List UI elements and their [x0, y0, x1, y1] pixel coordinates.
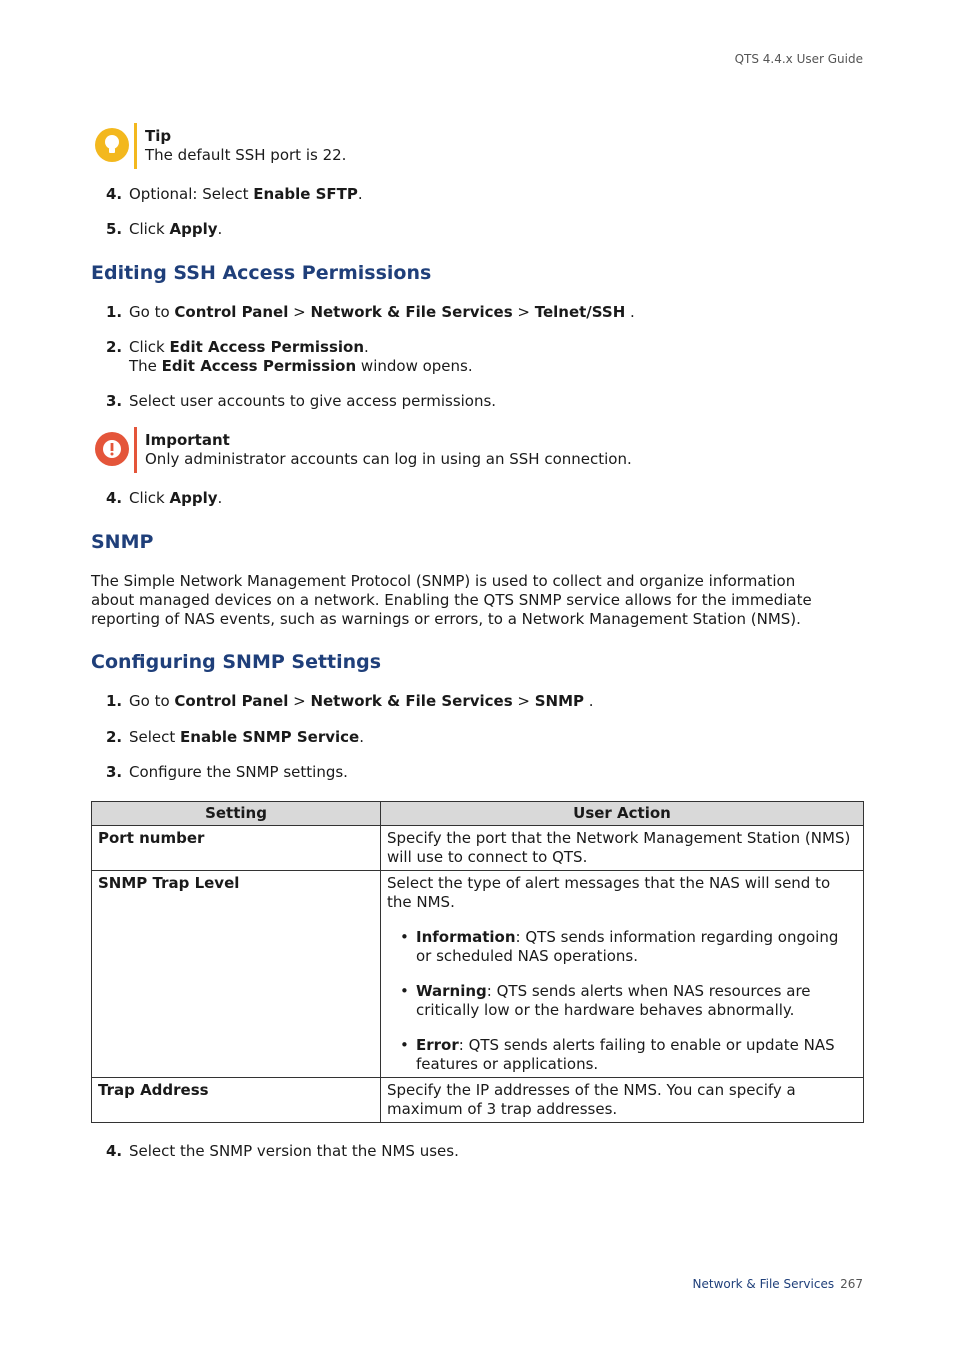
list-item: 4. Click Apply.: [106, 489, 223, 507]
important-bar: [134, 427, 137, 473]
lightbulb-icon: [95, 128, 129, 162]
section-heading-snmp: SNMP: [91, 531, 154, 553]
list-item: 3. Select user accounts to give access permissions.: [106, 392, 497, 410]
list-item: • Warning: QTS sends alerts when NAS resources are critically low or the hardware behaves abnormally.: [400, 982, 811, 1019]
table-header-row: [92, 802, 864, 826]
action-cell: Specify the IP addresses of the NMS. You can specify a maximum of 3 trap addresses.: [381, 1078, 864, 1123]
table-row: [92, 871, 864, 1078]
setting-cell: SNMP Trap Level: [92, 871, 381, 1078]
list-item: 1. Go to Control Panel > Network & File Services > SNMP .: [106, 692, 594, 710]
snmp-settings-table: [91, 801, 864, 1123]
section-heading-config: Configuring SNMP Settings: [91, 651, 382, 673]
list-item: 4. Select the SNMP version that the NMS uses.: [106, 1142, 459, 1160]
important-text: Only administrator accounts can log in using an SSH connection.: [145, 450, 632, 468]
list-item: • Error: QTS sends alerts failing to enable or update NAS features or applications.: [400, 1036, 835, 1073]
list-item: 5. Click Apply.: [106, 220, 223, 238]
list-item: 4. Optional: Select Enable SFTP.: [106, 185, 363, 203]
column-header: Setting: [92, 802, 381, 826]
setting-cell: Port number: [92, 826, 381, 871]
action-cell: Specify the port that the Network Management Station (NMS) will use to connect to QTS.: [381, 826, 864, 871]
list-item: 3. Configure the SNMP settings.: [106, 763, 348, 781]
list-item: 1. Go to Control Panel > Network & File Services > Telnet/SSH .: [106, 303, 635, 321]
column-header: User Action: [381, 802, 864, 826]
section-heading-ssh: Editing SSH Access Permissions: [91, 262, 432, 284]
list-item: • Information: QTS sends information regarding ongoing or scheduled NAS operations.: [400, 928, 839, 965]
setting-cell: Trap Address: [92, 1078, 381, 1123]
page-number: 267: [840, 1277, 863, 1291]
table-row: [92, 1078, 864, 1123]
table-row: [92, 826, 864, 871]
exclamation-icon: [95, 432, 129, 466]
important-title: Important: [145, 431, 230, 449]
running-header: QTS 4.4.x User Guide: [734, 52, 863, 66]
trap-level-list: [387, 928, 857, 1074]
page-footer: [693, 1275, 864, 1294]
tip-title: Tip: [145, 127, 172, 145]
footer-section: Network & File Services: [692, 1277, 835, 1291]
snmp-paragraph: The Simple Network Management Protocol (SNMP) is used to collect and organize information about managed devices on a network. Enabling the QTS SNMP service allows for the immediate reporting of NAS events, such as warnings or errors, to a Network Management Station (NMS).: [91, 572, 812, 628]
action-text: Select the type of alert messages that the NAS will send to the NMS.: [387, 874, 831, 911]
list-item: 2. Select Enable SNMP Service.: [106, 728, 365, 746]
list-item: 2. Click Edit Access Permission. The Edit Access Permission window opens.: [106, 338, 473, 375]
tip-text: The default SSH port is 22.: [145, 146, 347, 164]
action-cell: [381, 871, 864, 1078]
tip-bar: [134, 123, 137, 169]
